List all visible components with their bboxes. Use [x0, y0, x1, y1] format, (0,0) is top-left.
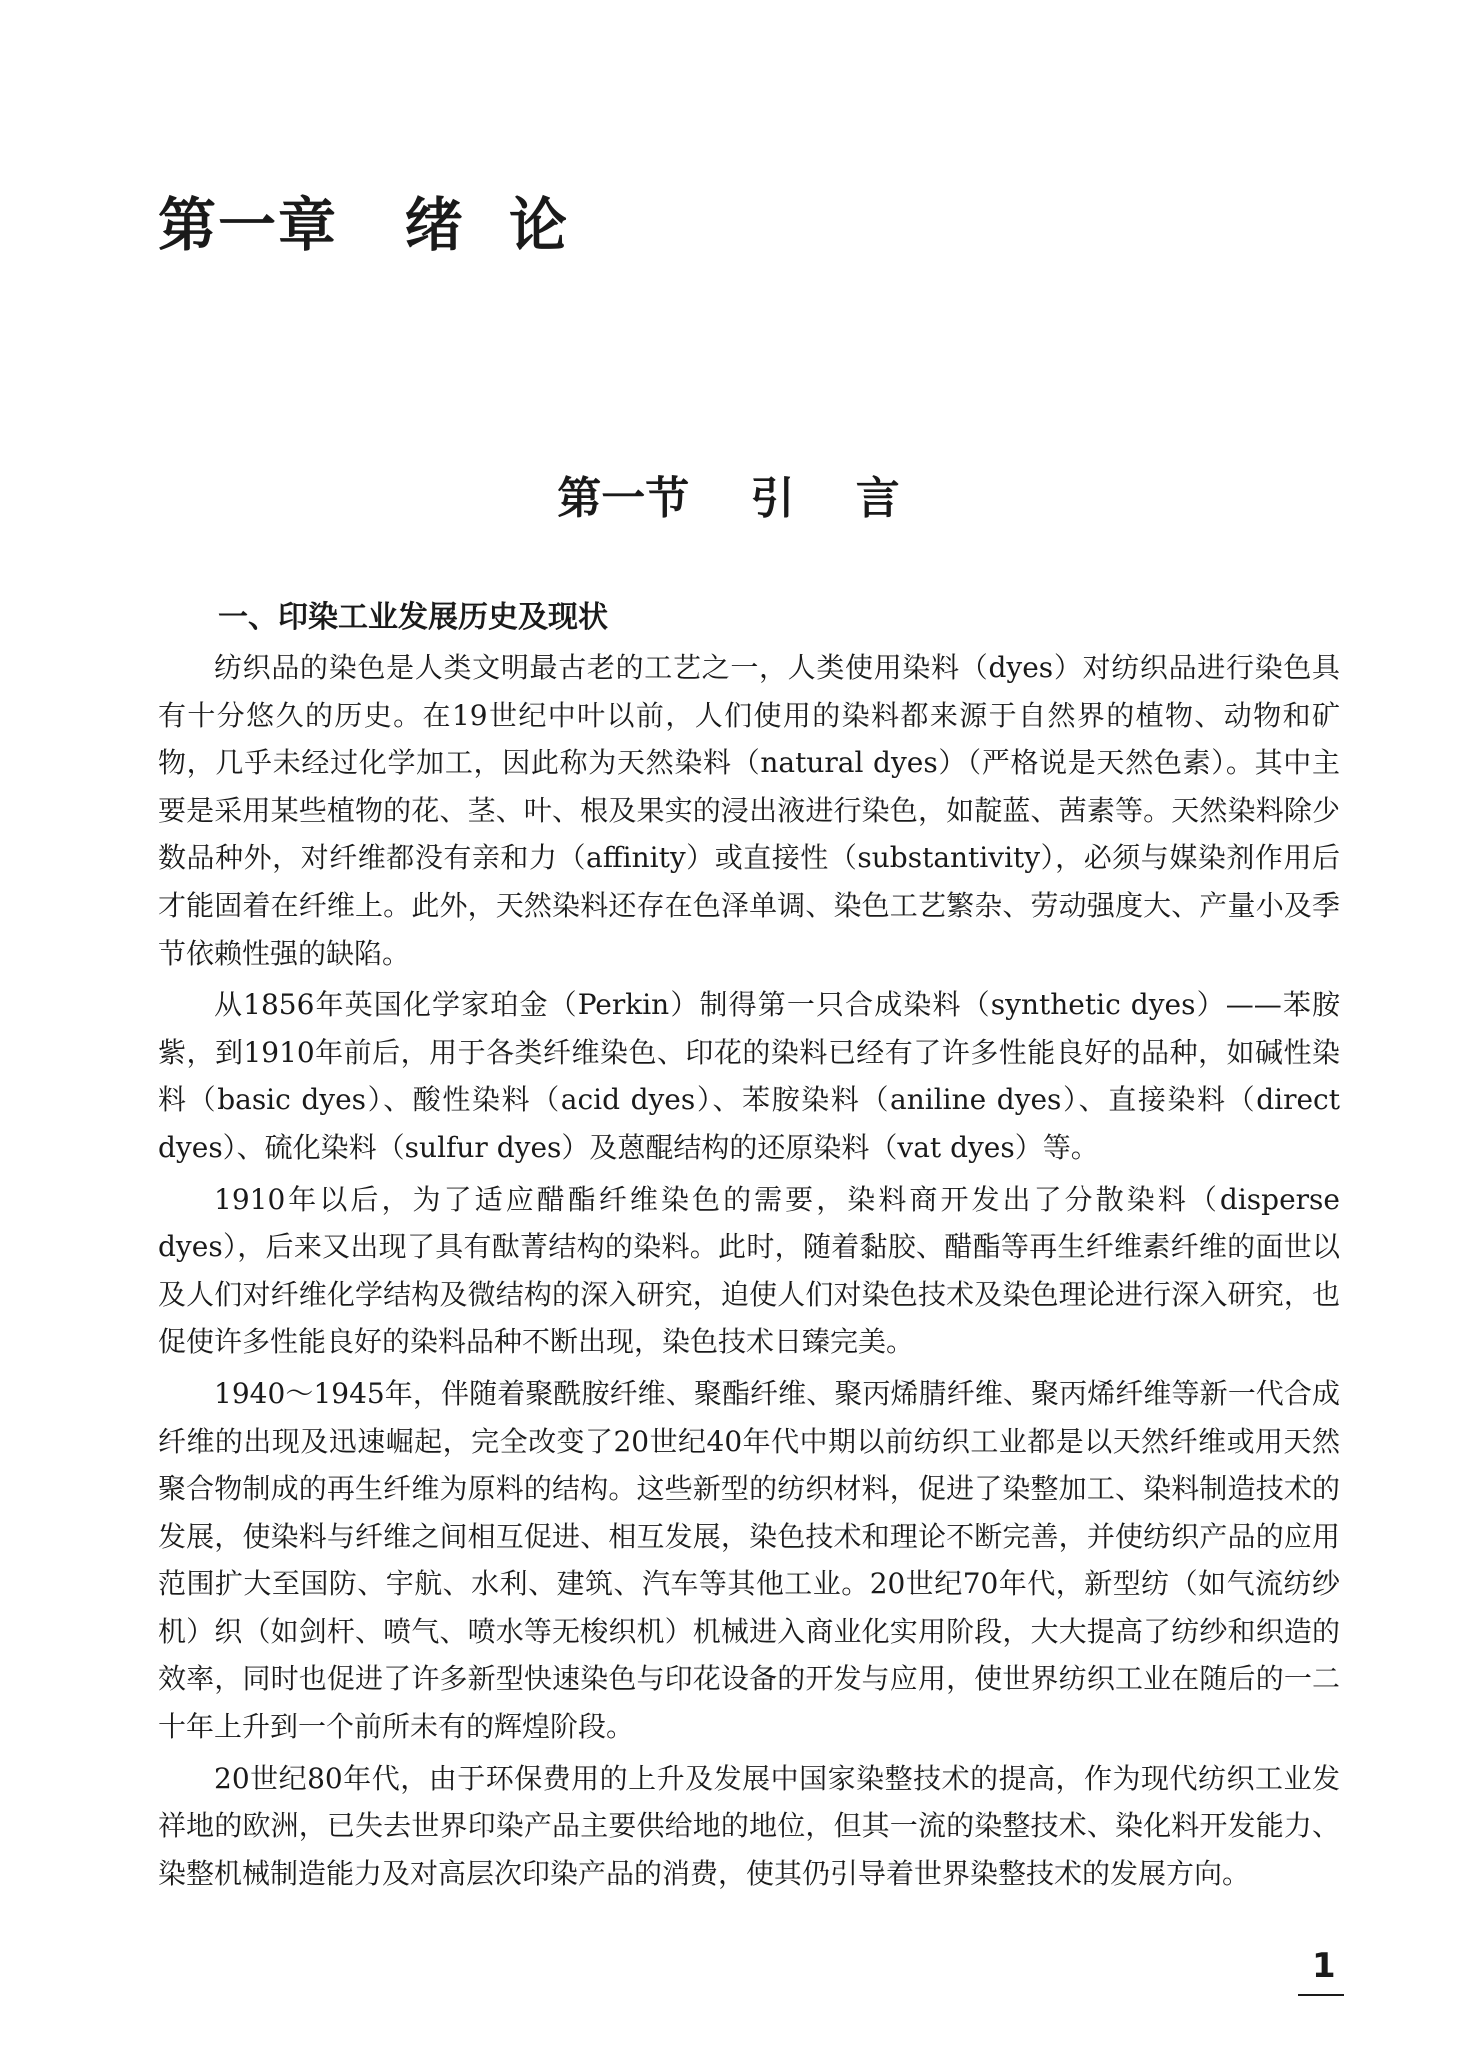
chapter-title: 第一章 绪 论 — [158, 191, 569, 259]
paragraph-1: 纺织品的染色是人类文明最古老的工艺之一，人类使用染料（dyes）对纺织品进行染色具有十分悠久的历史。在19世纪中叶以前，人们使用的染料都来源于自然界的植物、动物和矿物，几乎未经过化学加工，因此称为天然染料（natural dyes）（严格说是天然色素）。其中主要是采用某些植物的花、茎、叶、根及果实的浸出液进行染色，如靛蓝、茜素等。天然染料除少数品种外，对纤维都没有亲和力（affinity）或直接性（substantivity），必须与媒染剂作用后才能固着在纤维上。此外，天然染料还存在色泽单调、染色工艺繁杂、劳动强度大、产量小及季节依赖性强的缺陷。 — [158, 651, 1340, 970]
paragraph-2: 从1856年英国化学家珀金（Perkin）制得第一只合成染料（synthetic dyes）——苯胺紫，到1910年前后，用于各类纤维染色、印花的染料已经有了许多性能良好的品种，如碱性染料（basic dyes）、酸性染料（acid dyes）、苯胺染料（aniline dyes）、直接染料（direct dyes）、硫化染料（sulfur dyes）及蒽醌结构的还原染料（vat dyes）等。 — [158, 988, 1340, 1164]
paragraph-4: 1940～1945年，伴随着聚酰胺纤维、聚酯纤维、聚丙烯腈纤维、聚丙烯纤维等新一代合成纤维的出现及迅速崛起，完全改变了20世纪40年代中期以前纺织工业都是以天然纤维或用天然聚合物制成的再生纤维为原料的结构。这些新型的纺织材料，促进了染整加工、染料制造技术的发展，使染料与纤维之间相互促进、相互发展，染色技术和理论不断完善，并使纺织产品的应用范围扩大至国防、宇航、水利、建筑、汽车等其他工业。20世纪70年代，新型纺（如气流纺纱机）织（如剑杆、喷气、喷水等无梭织机）机械进入商业化实用阶段，大大提高了纺纱和织造的效率，同时也促进了许多新型快速染色与印花设备的开发与应用，使世界纺织工业在随后的一二十年上升到一个前所未有的辉煌阶段。 — [158, 1376, 1340, 1744]
body-text — [158, 644, 1340, 1901]
page-number: 1 — [1312, 1946, 1336, 1986]
paragraph-5: 20世纪80年代，由于环保费用的上升及发展中国家染整技术的提高，作为现代纺织工业发祥地的欧洲，已失去世界印染产品主要供给地的地位，但其一流的染整技术、染化料开发能力、染整机械制造能力及对高层次印染产品的消费，使其仍引导着世界染整技术的发展方向。 — [158, 1761, 1340, 1890]
section-title: 第一节 引 言 — [557, 473, 900, 524]
paragraph-3: 1910年以后，为了适应醋酯纤维染色的需要，染料商开发出了分散染料（disperse dyes），后来又出现了具有酞菁结构的染料。此时，随着黏胶、醋酯等再生纤维素纤维的面世以及人们对纤维化学结构及微结构的深入研究，迫使人们对染色技术及染色理论进行深入研究，也促使许多性能良好的染料品种不断出现，染色技术日臻完美。 — [158, 1182, 1340, 1359]
page-number-underline — [1298, 1994, 1344, 1996]
subsection-heading: 一、印染工业发展历史及现状 — [218, 600, 608, 635]
